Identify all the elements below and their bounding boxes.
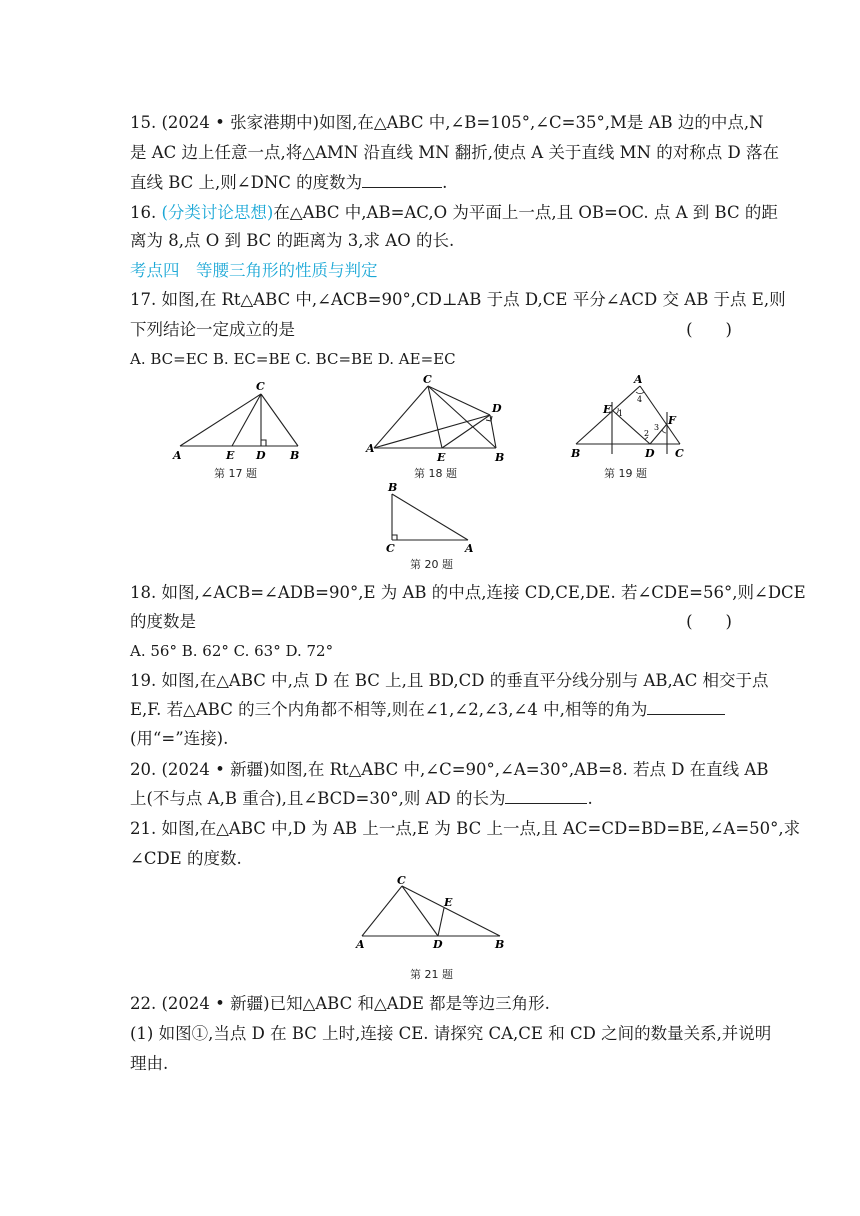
- angle-3: 3: [654, 423, 660, 432]
- q20-line2: [130, 787, 732, 811]
- q17-options: A. BC=EC B. EC=BE C. BC=BE D. AE=EC: [130, 350, 456, 368]
- label-B: B: [571, 447, 581, 460]
- q20-line2-end: .: [587, 789, 593, 808]
- label-D: D: [492, 402, 502, 415]
- answer-blank: [647, 698, 725, 715]
- label-C: C: [386, 542, 395, 555]
- figure-18: [362, 372, 512, 466]
- label-B: B: [290, 449, 300, 462]
- caption-19: 第 19 题: [604, 467, 647, 480]
- section-heading: 考点四 等腰三角形的性质与判定: [130, 261, 378, 280]
- label-A: A: [356, 938, 365, 951]
- label-A: A: [634, 373, 643, 386]
- q15-line3-end: .: [442, 173, 448, 192]
- q16-tag: (分类讨论思想): [161, 203, 274, 222]
- q18-line1: 18. 如图,∠ACB=∠ADB=90°,E 为 AB 的中点,连接 CD,CE,DE. 若∠CDE=56°,则∠DCE: [130, 583, 806, 602]
- label-D: D: [256, 449, 266, 462]
- caption-21: 第 21 题: [410, 968, 453, 981]
- figure-19: [568, 372, 688, 464]
- label-F: F: [668, 414, 676, 427]
- q19-line3: (用“=”连接).: [130, 729, 229, 748]
- q18-answer-paren: ( ): [686, 612, 732, 631]
- q22-line3: 理由.: [130, 1054, 169, 1073]
- q17-line2: [130, 318, 732, 342]
- angle-2: 2: [644, 429, 650, 438]
- q21-line2: ∠CDE 的度数.: [130, 849, 242, 868]
- figure-17: [170, 378, 310, 478]
- label-B: B: [388, 481, 398, 494]
- label-E: E: [226, 449, 235, 462]
- q20-line2-text: 上(不与点 A,B 重合),且∠BCD=30°,则 AD 的长为: [130, 789, 506, 808]
- label-C: C: [675, 447, 684, 460]
- q16-number: 16.: [130, 203, 162, 222]
- q18-line2: [130, 610, 732, 634]
- angle-4: 4: [637, 395, 643, 404]
- q18-line2-text: 的度数是: [130, 612, 196, 631]
- answer-blank: [362, 171, 442, 188]
- label-E: E: [603, 403, 612, 416]
- label-E: E: [437, 451, 446, 464]
- label-D: D: [433, 938, 443, 951]
- q16-line1-text: 在△ABC 中,AB=AC,O 为平面上一点,且 OB=OC. 点 A 到 BC 的距: [273, 203, 778, 222]
- figure-21: [352, 874, 512, 954]
- q20-line1: 20. (2024 • 新疆)如图,在 Rt△ABC 中,∠C=90°,∠A=30°,AB=8. 若点 D 在直线 AB: [130, 760, 769, 779]
- q19-line2-text: E,F. 若△ABC 的三个内角都不相等,则在∠1,∠2,∠3,∠4 中,相等的角为: [130, 700, 648, 719]
- label-B: B: [495, 938, 505, 951]
- q17-line2-text: 下列结论一定成立的是: [130, 320, 295, 339]
- label-D: D: [645, 447, 655, 460]
- label-C: C: [397, 874, 406, 887]
- q22-line1: 22. (2024 • 新疆)已知△ABC 和△ADE 都是等边三角形.: [130, 994, 550, 1013]
- answer-blank: [505, 787, 587, 804]
- caption-18: 第 18 题: [414, 467, 457, 480]
- angle-1: 1: [618, 409, 624, 418]
- q22-line2: (1) 如图①,当点 D 在 BC 上时,连接 CE. 请探究 CA,CE 和 CD 之间的数量关系,并说明: [130, 1024, 772, 1043]
- q17-line1: 17. 如图,在 Rt△ABC 中,∠ACB=90°,CD⊥AB 于点 D,CE 平分∠ACD 交 AB 于点 E,则: [130, 290, 786, 309]
- q19-line1: 19. 如图,在△ABC 中,点 D 在 BC 上,且 BD,CD 的垂直平分线分别与 AB,AC 相交于点: [130, 671, 769, 690]
- q18-options: A. 56° B. 62° C. 63° D. 72°: [130, 642, 334, 660]
- label-E: E: [444, 896, 453, 909]
- q15-line1: 15. (2024 • 张家港期中)如图,在△ABC 中,∠B=105°,∠C=35°,M是 AB 边的中点,N: [130, 113, 764, 132]
- caption-20: 第 20 题: [410, 558, 453, 571]
- q16-line1: [130, 201, 778, 225]
- figure-20: [380, 480, 480, 556]
- label-A: A: [366, 442, 375, 455]
- q16-line2: 离为 8,点 O 到 BC 的距离为 3,求 AO 的长.: [130, 231, 455, 250]
- label-A: A: [173, 449, 182, 462]
- q17-answer-paren: ( ): [686, 320, 732, 339]
- label-B: B: [495, 451, 505, 464]
- q15-line2: 是 AC 边上任意一点,将△AMN 沿直线 MN 翻折,使点 A 关于直线 MN 的对称点 D 落在: [130, 143, 779, 162]
- label-C: C: [256, 380, 265, 393]
- q15-line3-text: 直线 BC 上,则∠DNC 的度数为: [130, 173, 363, 192]
- caption-17: 第 17 题: [214, 467, 257, 480]
- q19-line2: [130, 698, 732, 722]
- label-C: C: [423, 373, 432, 386]
- q15-line3: [130, 171, 732, 195]
- q21-line1: 21. 如图,在△ABC 中,D 为 AB 上一点,E 为 BC 上一点,且 AC=CD=BD=BE,∠A=50°,求: [130, 819, 801, 838]
- label-A: A: [465, 542, 474, 555]
